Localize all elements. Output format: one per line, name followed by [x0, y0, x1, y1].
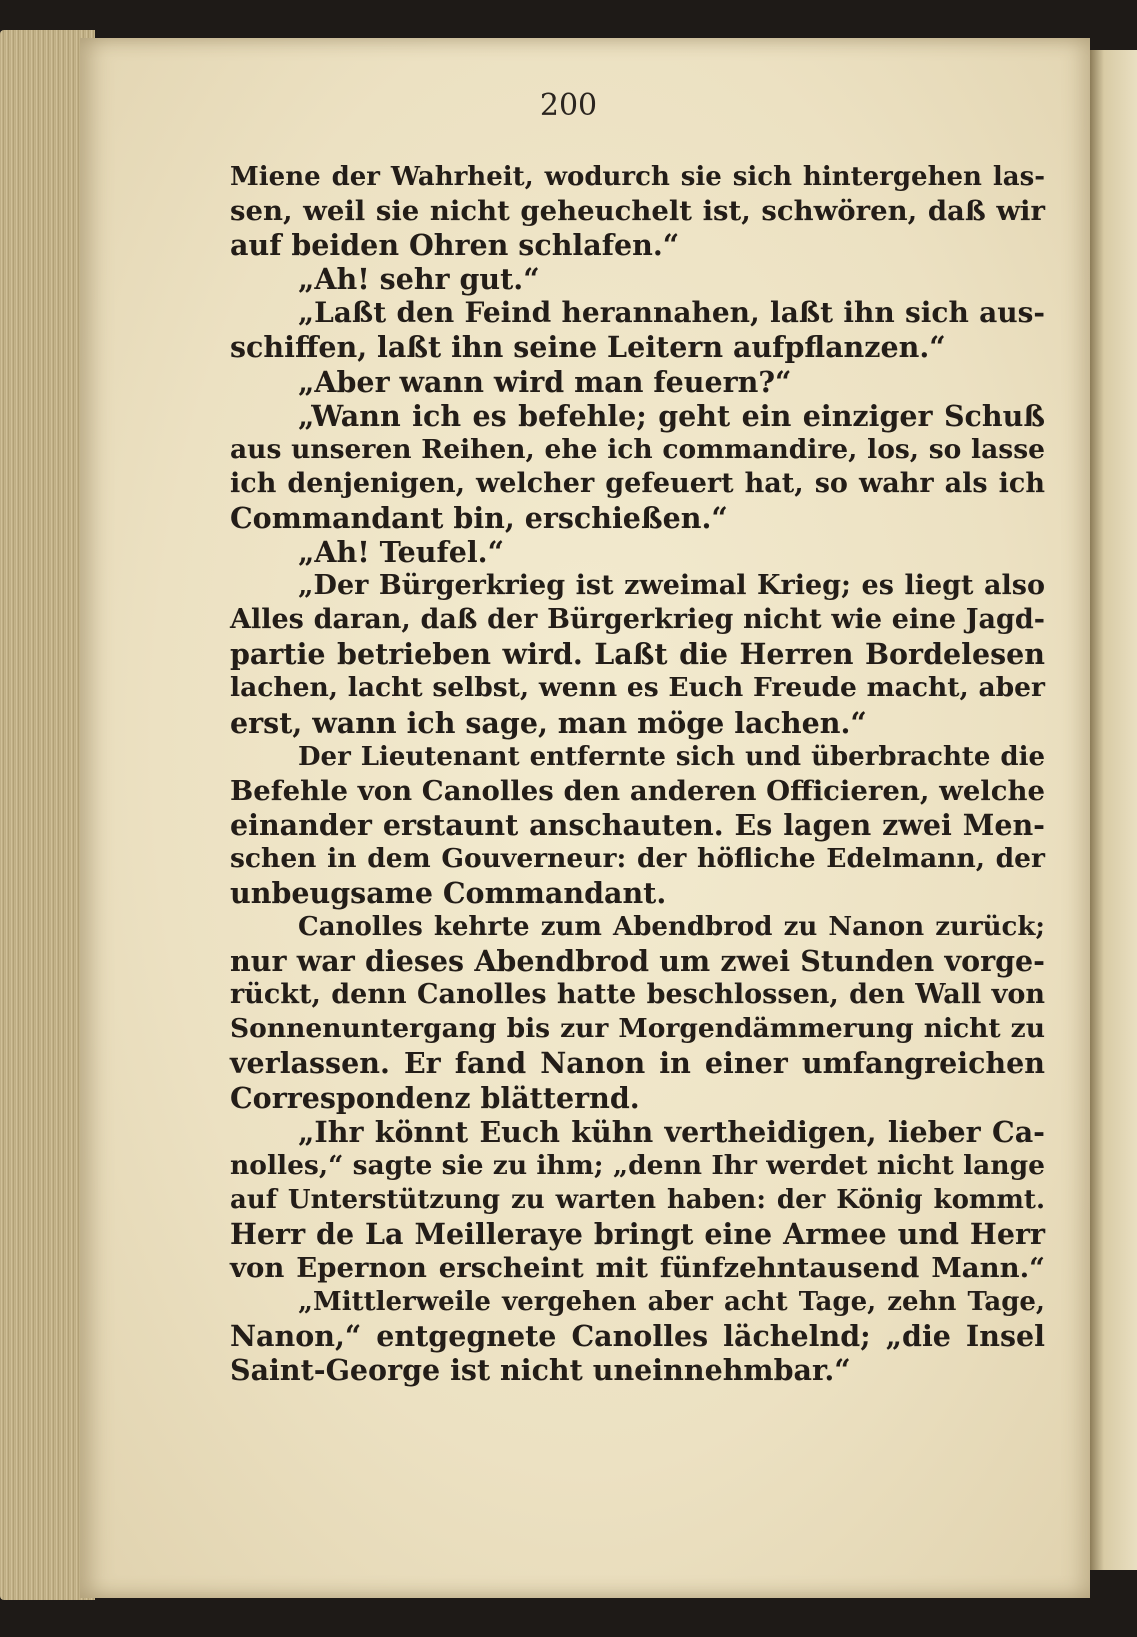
- text-line: ich denjenigen, welcher gefeuert hat, so wahr als ich: [230, 467, 1045, 499]
- text-line: Canolles kehrte zum Abendbrod zu Nanon zurück;: [298, 912, 1045, 943]
- body-text: [230, 160, 1045, 1387]
- page-number: 200: [539, 88, 598, 123]
- text-line: Sonnenuntergang bis zur Morgendämmerung nicht zu: [230, 1013, 1045, 1045]
- text-line: Correspondenz blätternd.: [230, 1080, 640, 1115]
- text-line: aus unseren Reihen, ehe ich commandire, los, so lasse: [230, 433, 1045, 465]
- text-line: „Ah! sehr gut.“: [298, 262, 540, 297]
- text-line: „Mittlerweile vergehen aber acht Tage, zehn Tage,: [298, 1287, 1045, 1318]
- text-line: nur war dieses Abendbrod um zwei Stunden vorge-: [230, 944, 1045, 979]
- text-line: rückt, denn Canolles hatte beschlossen, den Wall von: [230, 979, 1045, 1011]
- text-line: sen, weil sie nicht geheuchelt ist, schwören, daß wir: [230, 195, 1045, 228]
- text-line: Nanon,“ entgegnete Canolles lächelnd; „die Insel: [230, 1319, 1045, 1354]
- text-line: Der Lieutenant entfernte sich und überbrachte die: [298, 741, 1045, 772]
- text-line: von Epernon erscheint mit fünfzehntausend Mann.“: [230, 1252, 1045, 1284]
- text-line: „Der Bürgerkrieg ist zweimal Krieg; es liegt also: [298, 570, 1045, 602]
- text-line: Miene der Wahrheit, wodurch sie sich hintergehen las-: [230, 162, 1045, 192]
- text-line: schen in dem Gouverneur: der höfliche Edelmann, der: [230, 842, 1045, 874]
- text-line: einander erstaunt anschauten. Es lagen zwei Men-: [230, 807, 1045, 842]
- text-line: erst, wann ich sage, man möge lachen.“: [230, 705, 867, 740]
- text-line: Herr de La Meilleraye bringt eine Armee und Herr: [230, 1216, 1045, 1251]
- text-line: verlassen. Er fand Nanon in einer umfangreichen: [230, 1046, 1045, 1081]
- text-line: „Laßt den Feind herannahen, laßt ihn sich aus-: [298, 296, 1045, 330]
- text-line: unbeugsame Commandant.: [230, 875, 667, 910]
- text-line: lachen, lacht selbst, wenn es Euch Freude macht, aber: [230, 672, 1045, 704]
- text-line: Befehle von Canolles den anderen Officieren, welche: [230, 774, 1045, 807]
- text-line: Saint-George ist nicht uneinnehmbar.“: [230, 1353, 851, 1388]
- text-line: partie betrieben wird. Laßt die Herren Bordelesen: [230, 637, 1045, 672]
- text-line: „Ah! Teufel.“: [298, 535, 504, 570]
- text-line: „Aber wann wird man feuern?“: [298, 364, 792, 399]
- text-line: auf Unterstützung zu warten haben: der König kommt.: [230, 1184, 1045, 1215]
- text-line: Commandant bin, erschießen.“: [230, 500, 728, 535]
- text-line: „Wann ich es befehle; geht ein einziger Schuß: [298, 398, 1045, 433]
- text-line: „Ihr könnt Euch kühn vertheidigen, lieber Ca-: [298, 1114, 1045, 1149]
- text-line: schiffen, laßt ihn seine Leitern aufpflanzen.“: [230, 330, 946, 365]
- text-line: auf beiden Ohren schlafen.“: [230, 228, 680, 263]
- next-page-edge: [1090, 50, 1137, 1570]
- text-line: nolles,“ sagte sie zu ihm; „denn Ihr werdet nicht lange: [230, 1149, 1045, 1181]
- text-line: Alles daran, daß der Bürgerkrieg nicht wie eine Jagd-: [230, 604, 1045, 636]
